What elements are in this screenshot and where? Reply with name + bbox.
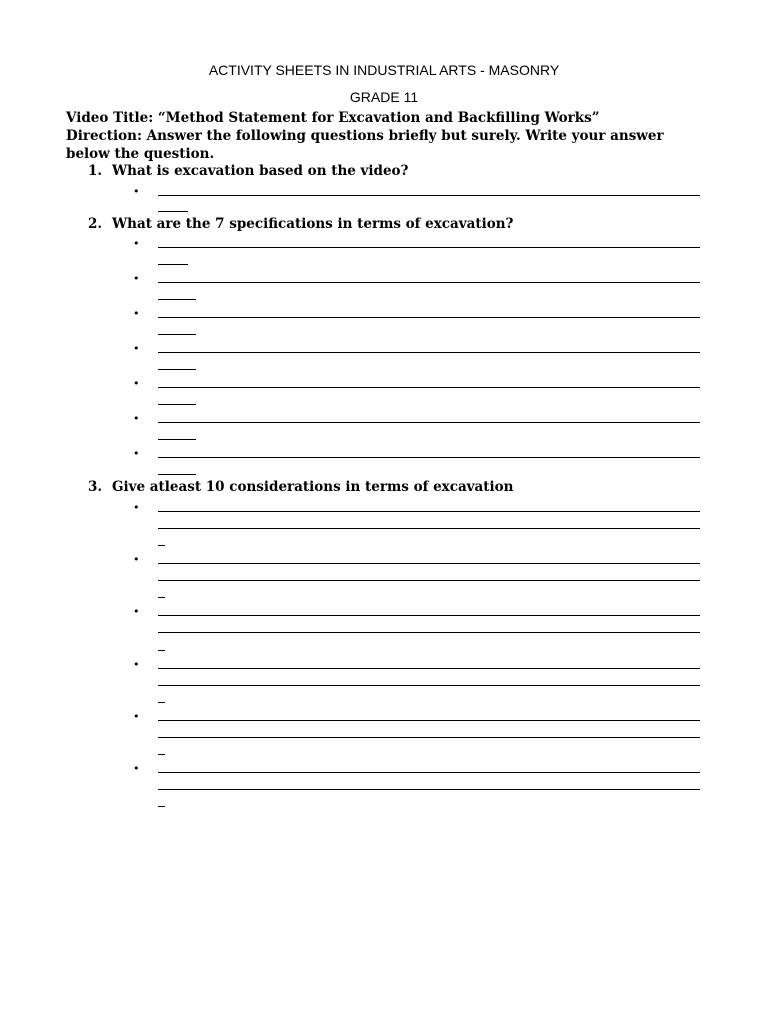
bullet-icon: • [133, 447, 140, 460]
bullet-icon: • [133, 605, 140, 618]
direction-line-2: below the question. [66, 146, 215, 162]
answer-line-tail[interactable] [158, 334, 196, 335]
bullet-icon: • [133, 710, 140, 723]
bullet-icon: • [133, 412, 140, 425]
answer-line-tail[interactable] [158, 545, 165, 546]
answer-line[interactable] [158, 737, 700, 738]
answer-line[interactable] [158, 685, 700, 686]
answer-line[interactable] [158, 563, 700, 564]
question-number: 1. [88, 163, 103, 179]
bullet-icon: • [133, 237, 140, 250]
answer-line[interactable] [158, 632, 700, 633]
answer-line[interactable] [158, 195, 700, 196]
bullet-icon: • [133, 307, 140, 320]
answer-line[interactable] [158, 720, 700, 721]
answer-line[interactable] [158, 457, 700, 458]
answer-line[interactable] [158, 528, 700, 529]
question-number: 2. [88, 216, 103, 232]
question-text: What are the 7 specifications in terms of excavation? [112, 216, 514, 232]
bullet-icon: • [133, 342, 140, 355]
answer-line[interactable] [158, 511, 700, 512]
question-text: Give atleast 10 considerations in terms of excavation [112, 479, 514, 495]
answer-line[interactable] [158, 772, 700, 773]
sheet-title: ACTIVITY SHEETS IN INDUSTRIAL ARTS - MASONRY [208, 62, 560, 78]
video-title: Video Title: “Method Statement for Excavation and Backfilling Works” [66, 110, 600, 126]
bullet-icon: • [133, 553, 140, 566]
answer-line-tail[interactable] [158, 754, 165, 755]
answer-line-tail[interactable] [158, 404, 196, 405]
answer-line[interactable] [158, 615, 700, 616]
answer-line-tail[interactable] [158, 474, 196, 475]
answer-line-tail[interactable] [158, 650, 165, 651]
bullet-icon: • [133, 272, 140, 285]
answer-line-tail[interactable] [158, 264, 188, 265]
question-text: What is excavation based on the video? [112, 163, 409, 179]
answer-line-tail[interactable] [158, 806, 165, 807]
answer-line-tail[interactable] [158, 369, 196, 370]
answer-line[interactable] [158, 282, 700, 283]
answer-line-tail[interactable] [158, 211, 188, 212]
direction-line-1: Direction: Answer the following questions briefly but surely. Write your answer [66, 128, 664, 144]
answer-line[interactable] [158, 422, 700, 423]
answer-line[interactable] [158, 352, 700, 353]
answer-line[interactable] [158, 247, 700, 248]
bullet-icon: • [133, 658, 140, 671]
question-3 [88, 479, 513, 495]
bullet-icon: • [133, 185, 140, 198]
answer-line[interactable] [158, 387, 700, 388]
answer-line[interactable] [158, 789, 700, 790]
answer-line-tail[interactable] [158, 439, 196, 440]
grade-label: GRADE 11 [349, 89, 419, 105]
question-2 [88, 216, 513, 232]
bullet-icon: • [133, 762, 140, 775]
answer-line-tail[interactable] [158, 597, 165, 598]
answer-line[interactable] [158, 668, 700, 669]
answer-line[interactable] [158, 580, 700, 581]
bullet-icon: • [133, 377, 140, 390]
bullet-icon: • [133, 501, 140, 514]
question-number: 3. [88, 479, 103, 495]
question-1 [88, 163, 408, 179]
answer-line-tail[interactable] [158, 702, 165, 703]
answer-line[interactable] [158, 317, 700, 318]
answer-line-tail[interactable] [158, 299, 196, 300]
